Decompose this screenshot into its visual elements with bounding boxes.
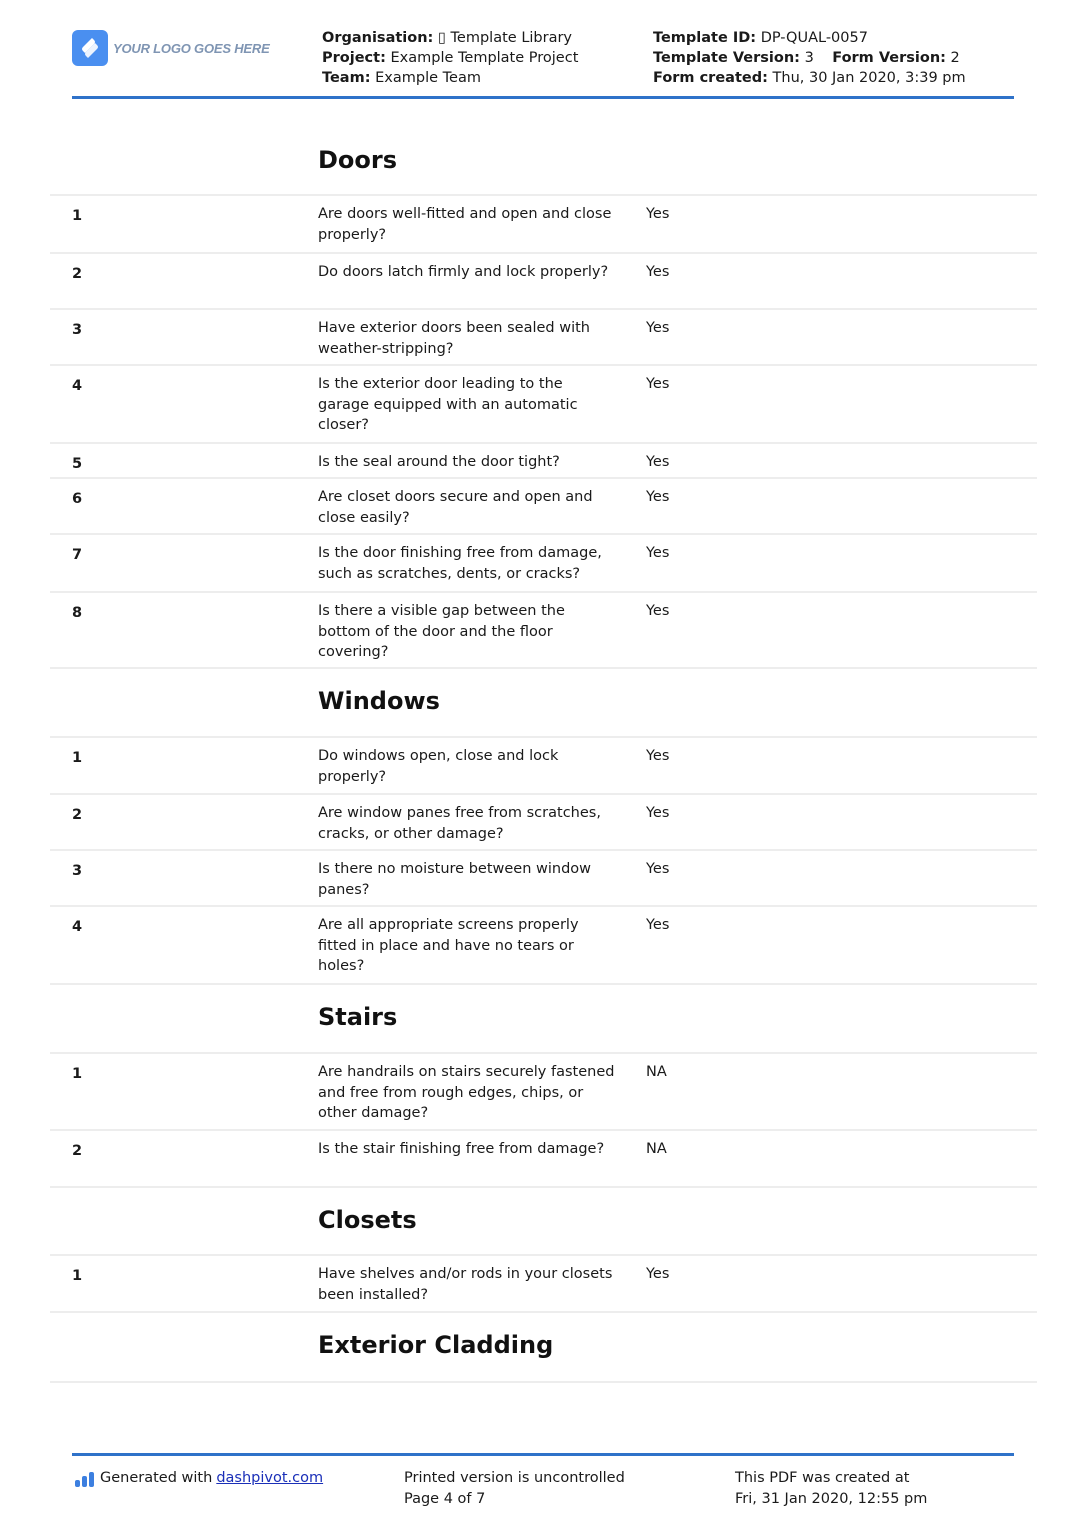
project-value: Example Template Project [390, 50, 579, 66]
form-version-value: 2 [950, 50, 960, 66]
org-meta [322, 28, 578, 88]
section-title: Closets [318, 1206, 417, 1234]
section-header-stairs [50, 985, 1037, 1054]
section-title: Windows [318, 687, 440, 715]
pdf-created-label: This PDF was created at [735, 1470, 910, 1486]
item-question: Do doors latch firmly and lock properly? [318, 264, 609, 280]
checklist-row [50, 851, 1037, 907]
item-question: Is the stair finishing free from damage? [318, 1141, 605, 1157]
print-notice [404, 1468, 625, 1510]
item-number: 4 [72, 378, 83, 394]
item-answer: Yes [646, 861, 670, 877]
item-question: Are window panes free from scratches, cracks, or other damage? [318, 805, 601, 842]
checklist-row [50, 907, 1037, 985]
section-header-doors [50, 126, 1037, 196]
item-question: Is the seal around the door tight? [318, 454, 560, 470]
section-header-exterior-cladding [50, 1313, 1037, 1383]
item-question: Is there no moisture between window panes? [318, 861, 592, 898]
team-value: Example Team [375, 70, 481, 86]
item-question: Is the door finishing free from damage, such as scratches, dents, or cracks? [318, 545, 602, 582]
footer-divider [72, 1453, 1014, 1456]
checklist-row [50, 196, 1037, 254]
item-number: 8 [72, 605, 83, 621]
form-version-label: Form Version: [832, 50, 946, 66]
organisation-value: ▯ Template Library [437, 30, 573, 46]
item-question: Are doors well-fitted and open and close properly? [318, 206, 612, 243]
logo-text: YOUR LOGO GOES HERE [113, 40, 270, 56]
checklist-row [50, 366, 1037, 444]
organisation-label: Organisation: [322, 30, 434, 46]
item-answer: NA [646, 1064, 667, 1080]
section-header-windows [50, 669, 1037, 738]
generated-prefix: Generated with [100, 1470, 213, 1486]
template-version-value: 3 [804, 50, 814, 66]
checklist-row [50, 1054, 1037, 1131]
company-logo [72, 30, 270, 66]
checklist-row [50, 738, 1037, 795]
checklist-row [50, 479, 1037, 535]
item-number: 1 [72, 1268, 83, 1284]
item-number: 1 [72, 1066, 83, 1082]
item-number: 3 [72, 863, 83, 879]
item-answer: Yes [646, 264, 670, 280]
item-answer: Yes [646, 917, 670, 933]
uncontrolled-notice: Printed version is uncontrolled [404, 1470, 625, 1486]
item-answer: Yes [646, 320, 670, 336]
checklist-row [50, 593, 1037, 669]
item-answer: Yes [646, 454, 670, 470]
pdf-created-value: Fri, 31 Jan 2020, 12:55 pm [735, 1491, 928, 1507]
item-number: 2 [72, 1143, 83, 1159]
item-number: 2 [72, 807, 83, 823]
checklist-row [50, 1131, 1037, 1188]
checklist-row [50, 310, 1037, 366]
section-title: Stairs [318, 1003, 398, 1031]
template-meta [653, 28, 966, 88]
item-answer: Yes [646, 805, 670, 821]
item-number: 6 [72, 491, 83, 507]
item-question: Have exterior doors been sealed with weather-stripping? [318, 320, 590, 357]
item-question: Is there a visible gap between the bottom of the door and the floor covering? [318, 603, 565, 660]
form-created-label: Form created: [653, 70, 768, 86]
item-answer: NA [646, 1141, 667, 1157]
checklist-row [50, 254, 1037, 310]
checklist-row [50, 535, 1037, 593]
section-title: Doors [318, 146, 398, 174]
team-label: Team: [322, 70, 371, 86]
item-number: 4 [72, 919, 83, 935]
document-header [72, 24, 1014, 99]
item-question: Is the exterior door leading to the garage equipped with an automatic closer? [318, 376, 578, 433]
project-label: Project: [322, 50, 386, 66]
item-answer: Yes [646, 545, 670, 561]
item-answer: Yes [646, 603, 670, 619]
item-number: 5 [72, 456, 83, 472]
item-question: Have shelves and/or rods in your closets been installed? [318, 1266, 613, 1303]
logo-icon [72, 30, 108, 66]
template-version-label: Template Version: [653, 50, 800, 66]
checklist-content [50, 126, 1037, 1383]
generated-with [75, 1468, 323, 1489]
template-id-value: DP-QUAL-0057 [760, 30, 868, 46]
item-answer: Yes [646, 489, 670, 505]
template-id-label: Template ID: [653, 30, 757, 46]
dashpivot-bars-icon [75, 1471, 94, 1487]
item-answer: Yes [646, 748, 670, 764]
section-header-closets [50, 1188, 1037, 1256]
item-question: Are closet doors secure and open and close easily? [318, 489, 593, 526]
pdf-created [735, 1468, 927, 1510]
item-answer: Yes [646, 1266, 670, 1282]
checklist-row [50, 795, 1037, 851]
checklist-row [50, 1256, 1037, 1313]
form-created-value: Thu, 30 Jan 2020, 3:39 pm [772, 70, 966, 86]
item-answer: Yes [646, 376, 670, 392]
page-number: Page 4 of 7 [404, 1491, 486, 1507]
item-number: 1 [72, 208, 83, 224]
section-title: Exterior Cladding [318, 1331, 554, 1359]
item-question: Are all appropriate screens properly fitted in place and have no tears or holes? [318, 917, 579, 974]
item-answer: Yes [646, 206, 670, 222]
item-number: 2 [72, 266, 83, 282]
item-question: Do windows open, close and lock properly? [318, 748, 559, 785]
dashpivot-link[interactable]: dashpivot.com [216, 1470, 324, 1486]
checklist-row [50, 444, 1037, 479]
item-number: 3 [72, 322, 83, 338]
item-number: 7 [72, 547, 83, 563]
item-number: 1 [72, 750, 83, 766]
header-divider [72, 96, 1014, 99]
item-question: Are handrails on stairs securely fastened and free from rough edges, chips, or other damage? [318, 1064, 615, 1121]
